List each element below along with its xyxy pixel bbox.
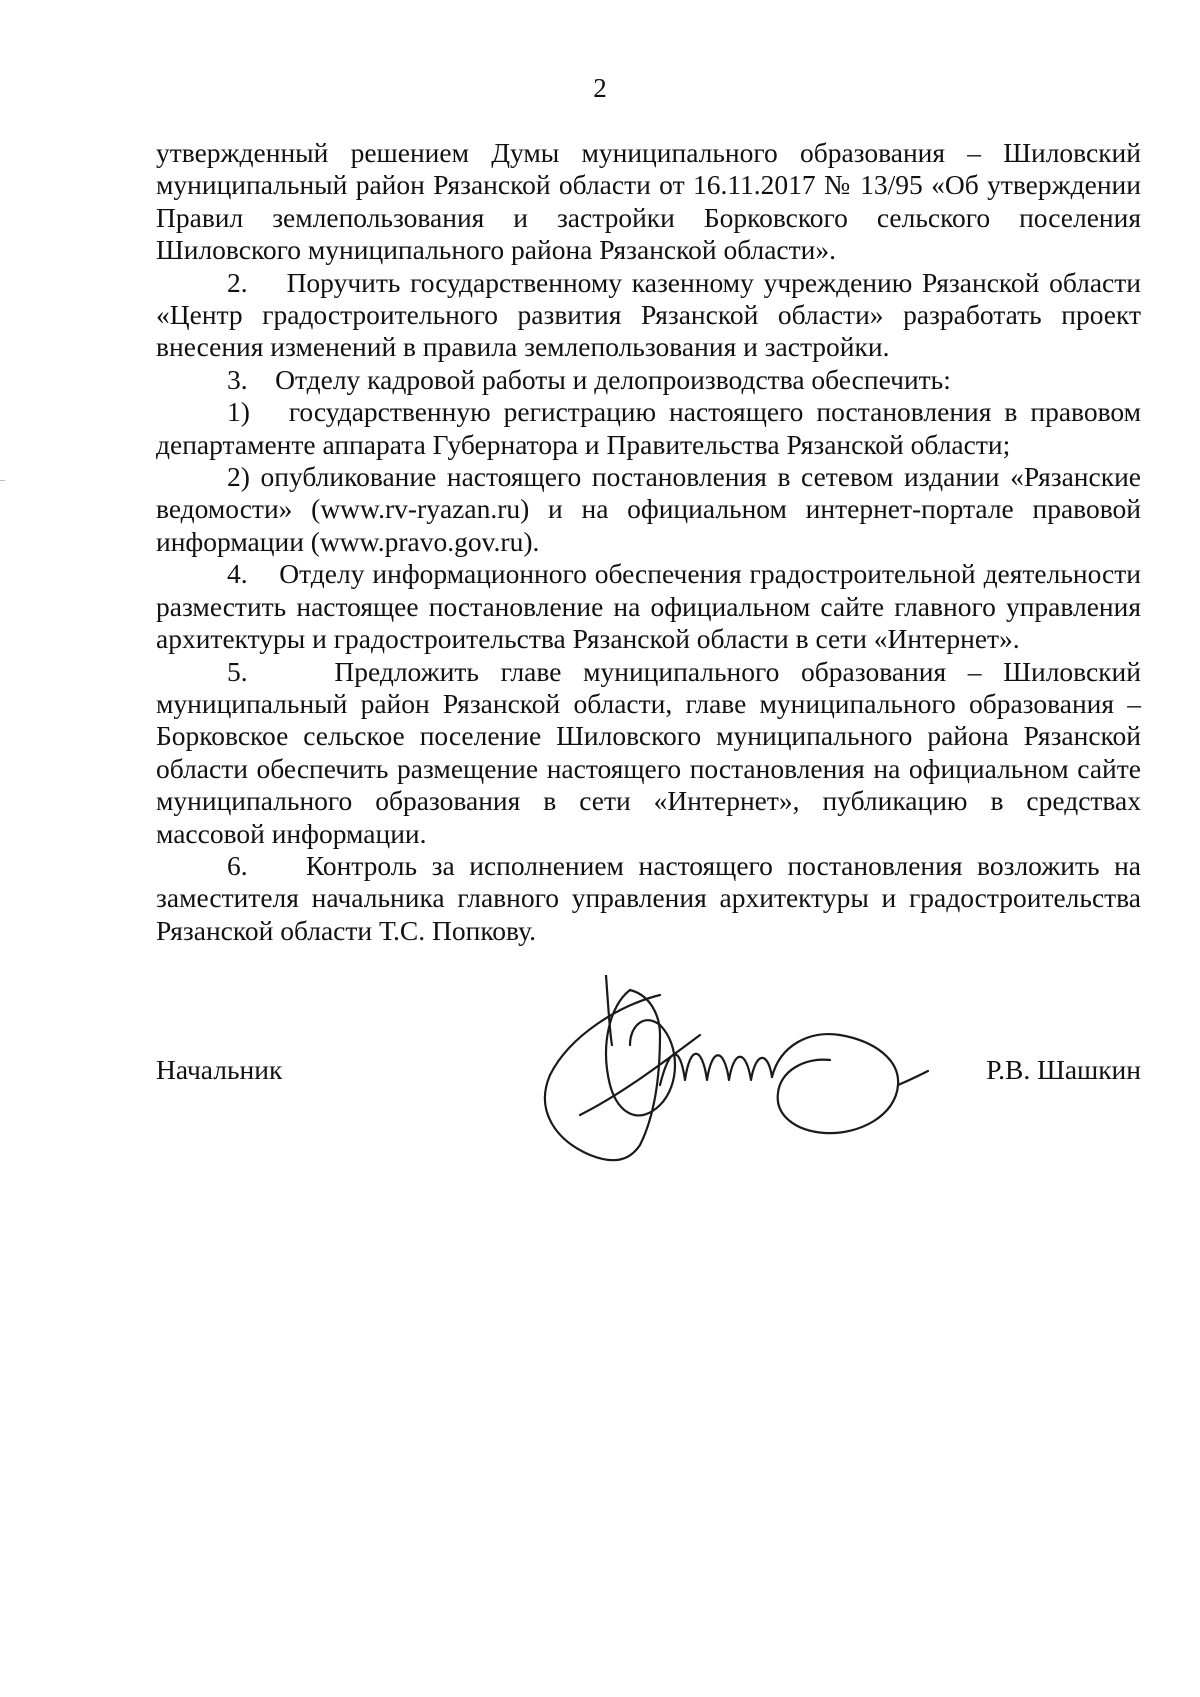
scan-edge-mark — [0, 480, 5, 481]
page-number: 2 — [593, 73, 607, 103]
signatory-name: Р.В. Шашкин — [986, 1054, 1141, 1085]
paragraph-item-3: 3. Отделу кадровой работы и делопроизводства обеспечить: — [227, 363, 951, 395]
paragraph-subitem-1: 1) государственную регистрацию настоящего постановления в правовом департаменте аппарата Губернатора и Правительства Рязанской области; — [156, 396, 1141, 460]
signatory-position: Начальник — [156, 1054, 283, 1085]
paragraph-item-4: 4. Отделу информационного обеспечения градостроительной деятельности разместить настоящее постановление на официальном сайте главного управления архитектуры и градостроительства Рязанской области в сети «Интернет». — [156, 558, 1141, 655]
signature-block — [156, 1054, 1141, 1094]
document-body — [156, 137, 1141, 947]
paragraph-subitem-2: 2) опубликование настоящего постановления в сетевом издании «Рязанские ведомости» (www.rv-ryazan.ru) и на официальном интернет-портале правовой информации (www.pravo.gov.ru). — [156, 461, 1141, 557]
paragraph-item-6: 6. Контроль за исполнением настоящего постановления возложить на заместителя начальника главного управления архитектуры и градостроительства Рязанской области Т.С. Попкову. — [156, 849, 1141, 946]
paragraph-item-2: 2. Поручить государственному казенному учреждению Рязанской области «Центр градостроительного развития Рязанской области» разработать проект внесения изменений в правила землепользования и застройки. — [156, 266, 1141, 363]
paragraph-item-5: 5. Предложить главе муниципального образования – Шиловский муниципальный район Рязанской области, главе муниципального образования – Борковское сельское поселение Шиловского муниципального района Рязанской области обеспечить размещение настоящего постановления на официальном сайте муниципального образования в сети «Интернет», публикацию в средствах массовой информации. — [156, 655, 1141, 849]
paragraph-continuation: утвержденный решением Думы муниципального образования – Шиловский муниципальный район Рязанской области от 16.11.2017 № 13/95 «Об утверждении Правил землепользования и застройки Борковского сельского поселения Шиловского муниципального района Рязанской области». — [156, 137, 1141, 266]
